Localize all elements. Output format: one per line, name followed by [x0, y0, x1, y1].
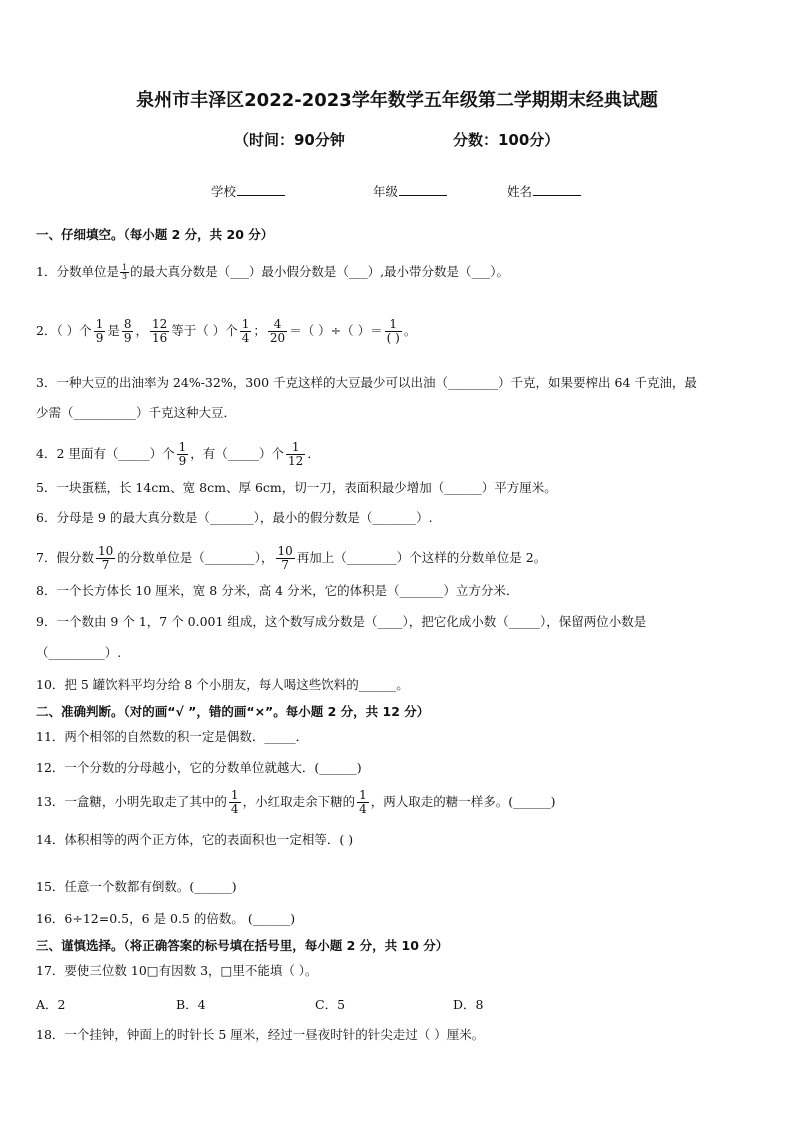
q13-f2-den: 4	[359, 802, 367, 816]
q2-f1-den: 9	[95, 331, 104, 345]
q13-fraction-2	[357, 789, 369, 816]
q4-text-a: 4．2 里面有（_____）个	[36, 446, 175, 461]
name-blank[interactable]	[533, 183, 581, 196]
q2-fraction-6	[385, 318, 402, 345]
q13-f2-num: 1	[359, 788, 367, 802]
q7-text-c: 再加上（________）个这样的分数单位是 2。	[296, 550, 547, 565]
q7-f2-num: 10	[277, 544, 293, 558]
q1-text-b: 的最大真分数是（___）最小假分数是（___）,最小带分数是（___）。	[130, 264, 510, 279]
question-18: 18．一个挂钟，钟面上的时针长 5 厘米，经过一昼夜时针的针尖走过（ ）厘米。	[36, 1027, 485, 1042]
q2-f1-num: 1	[95, 317, 104, 331]
q2-text-g: 。	[403, 323, 417, 338]
q4-f1-num: 1	[178, 440, 187, 454]
question-13	[36, 789, 555, 816]
school-field	[211, 182, 285, 200]
q7-text-a: 7．假分数	[36, 550, 94, 565]
q2-text-a: 2．（ ）个	[36, 323, 92, 338]
q17-option-d[interactable]: D．8	[453, 997, 484, 1012]
question-6: 6．分母是 9 的最大真分数是（_______），最小的假分数是（_______）.	[36, 510, 433, 525]
question-9-line-1: 9．一个数由 9 个 1，7 个 0.001 组成，这个数写成分数是（____），把它化成小数（_____），保留两位小数是	[36, 614, 647, 629]
q7-text-b: 的分数单位是（________），	[117, 550, 274, 565]
q13-f1-den: 4	[230, 802, 239, 816]
q13-f1-num: 1	[230, 788, 239, 802]
q2-f3-num: 12	[152, 317, 168, 331]
name-field	[507, 182, 581, 200]
exam-time: （时间：90分钟	[234, 131, 345, 149]
q2-f4-den: 4	[241, 331, 250, 345]
grade-field	[373, 182, 447, 200]
q2-fraction-1	[94, 318, 106, 345]
section-heading-fill: 一、仔细填空。（每小题 2 分，共 20 分）	[36, 227, 274, 242]
q1-text-a: 1．分数单位是	[36, 264, 119, 279]
q4-text-c: ．	[307, 446, 320, 461]
question-8: 8．一个长方体长 10 厘米，宽 8 分米，高 4 分米，它的体积是（_______）立方分米．	[36, 583, 519, 598]
q13-text-a: 13．一盒糖，小明先取走了其中的	[36, 794, 227, 809]
q2-f5-den: 20	[269, 331, 286, 345]
q13-fraction-1	[229, 789, 241, 816]
question-3-line-1: 3．一种大豆的出油率为 24%-32%，300 千克这样的大豆最少可以出油（________）千克，如果要榨出 64 千克油，最	[36, 375, 697, 390]
q17-option-c[interactable]: C．5	[315, 997, 346, 1012]
q2-f2-num: 8	[123, 317, 132, 331]
q1-frac-den: 3	[121, 272, 128, 281]
question-3-line-2: 少需（__________）千克这种大豆．	[36, 405, 237, 420]
q7-fraction-2	[276, 545, 295, 572]
q4-text-b: ，有（_____）个	[190, 446, 285, 461]
q2-f2-den: 9	[123, 331, 132, 345]
q1-fraction	[120, 264, 129, 281]
grade-blank[interactable]	[399, 183, 447, 196]
question-10: 10．把 5 罐饮料平均分给 8 个小朋友，每人喝这些饮料的______。	[36, 677, 409, 692]
question-1	[36, 264, 509, 281]
q4-f2-den: 12	[288, 454, 304, 468]
question-16: 16．6÷12=0.5，6 是 0.5 的倍数。 (______)	[36, 911, 296, 926]
question-11: 11．两个相邻的自然数的积一定是偶数．_____．	[36, 729, 309, 744]
q4-f2-num: 1	[286, 441, 305, 455]
q7-fraction-1	[96, 545, 115, 572]
q13-text-b: ，小红取走余下糖的	[242, 794, 356, 809]
q2-f5-num: 4	[268, 318, 287, 332]
exam-score: 分数：100分）	[453, 131, 560, 149]
section-heading-choice: 三、谨慎选择。（将正确答案的标号填在括号里，每小题 2 分，共 10 分）	[36, 938, 449, 953]
question-2	[36, 318, 416, 345]
question-5: 5．一块蛋糕，长 14cm、宽 8cm、厚 6cm，切一刀，表面积最少增加（______）平方厘米。	[36, 480, 557, 495]
q2-text-f: ＝（ ）÷（ ）＝	[289, 323, 383, 338]
q2-f4-num: 1	[241, 317, 250, 331]
q17-option-b[interactable]: B．4	[176, 997, 206, 1012]
page-title: 泉州市丰泽区2022-2023学年数学五年级第二学期期末经典试题	[136, 90, 658, 111]
q2-text-b: 是	[107, 323, 120, 338]
q7-f1-num: 10	[97, 544, 114, 558]
section-heading-judge: 二、准确判断。（对的画“√ ”，错的画“×”。每小题 2 分，共 12 分）	[36, 704, 430, 719]
school-blank[interactable]	[237, 183, 285, 196]
grade-label: 年级	[373, 184, 399, 199]
q1-frac-num: 1	[121, 263, 128, 272]
q13-text-c: ，两人取走的糖一样多。(______)	[370, 794, 556, 809]
q2-f6-num: 1	[385, 318, 402, 332]
q17-option-a[interactable]: A．2	[36, 997, 66, 1012]
q2-f6-den: ( )	[386, 331, 400, 345]
question-15: 15．任意一个数都有倒数。(______)	[36, 879, 237, 894]
question-7	[36, 545, 546, 572]
q7-f2-den: 7	[281, 558, 289, 572]
q4-fraction-2	[286, 441, 305, 468]
q2-text-d: 等于（ ）个	[171, 323, 238, 338]
q2-f3-den: 16	[152, 331, 168, 345]
question-4	[36, 441, 320, 468]
name-label: 姓名	[507, 184, 533, 199]
q4-fraction-1	[177, 441, 189, 468]
school-label: 学校	[211, 184, 237, 199]
question-9-line-2: （_________）.	[36, 645, 122, 660]
q2-text-c: ，	[135, 323, 148, 338]
question-17: 17．要使三位数 10□有因数 3，□里不能填（ ）。	[36, 963, 318, 978]
q2-fraction-5	[268, 318, 287, 345]
question-14: 14．体积相等的两个正方体，它的表面积也一定相等．( )	[36, 832, 354, 847]
q2-text-e: ；	[253, 323, 266, 338]
q7-f1-den: 7	[101, 558, 110, 572]
q2-fraction-2	[122, 318, 134, 345]
q2-fraction-4	[240, 318, 252, 345]
question-12: 12．一个分数的分母越小，它的分数单位就越大．(______)	[36, 760, 362, 775]
q4-f1-den: 9	[178, 454, 187, 468]
q2-fraction-3	[150, 318, 169, 345]
